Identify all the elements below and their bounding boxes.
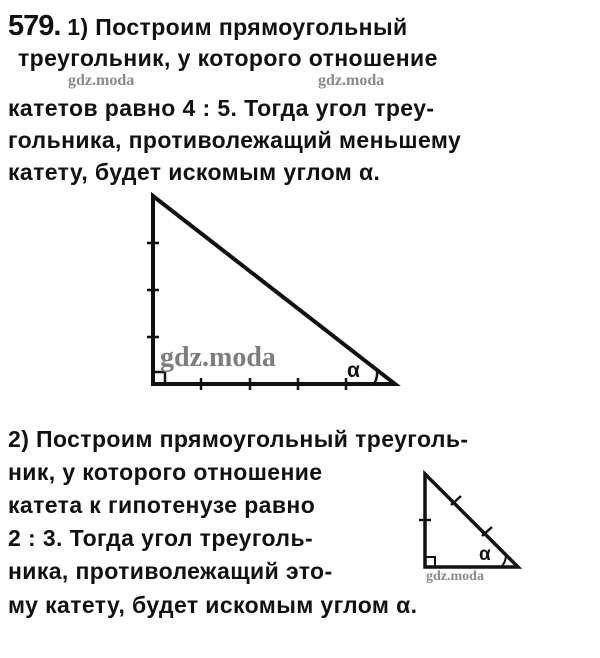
watermark: gdz.moda (160, 342, 276, 373)
watermark: gdz.moda (426, 569, 484, 584)
problem-number: 579. (8, 10, 61, 42)
part1-line5: катету, будет искомым углом α. (8, 159, 381, 185)
part2-line5: ника, противолежащий это- (8, 558, 333, 584)
watermark: gdz.moda (318, 72, 385, 89)
angle-label-1: α (347, 359, 361, 382)
part2-line2: ник, у которого отношение (8, 459, 323, 485)
part2-line6: му катету, будет искомым углом α. (8, 592, 418, 618)
part2-line3: катета к гипотенузе равно (8, 492, 316, 518)
part2-line4: 2 : 3. Тогда угол треуголь- (8, 525, 314, 551)
part1-line4: гольника, противолежащий меньшему (8, 127, 462, 153)
triangle-2 (425, 474, 518, 567)
part1-line3: катетов равно 4 : 5. Тогда угол треу- (8, 95, 435, 121)
hypotenuse-ticks (451, 496, 492, 536)
angle-label-2: α (479, 544, 492, 565)
part1-line1-text: 1) Построим прямоугольный (67, 14, 408, 40)
part1-line2: треугольник, у которого отношение (18, 45, 438, 71)
angle-arc (501, 555, 506, 567)
watermark: gdz.moda (68, 72, 135, 89)
part2-line1: 2) Построим прямоугольный треуголь- (8, 426, 469, 452)
